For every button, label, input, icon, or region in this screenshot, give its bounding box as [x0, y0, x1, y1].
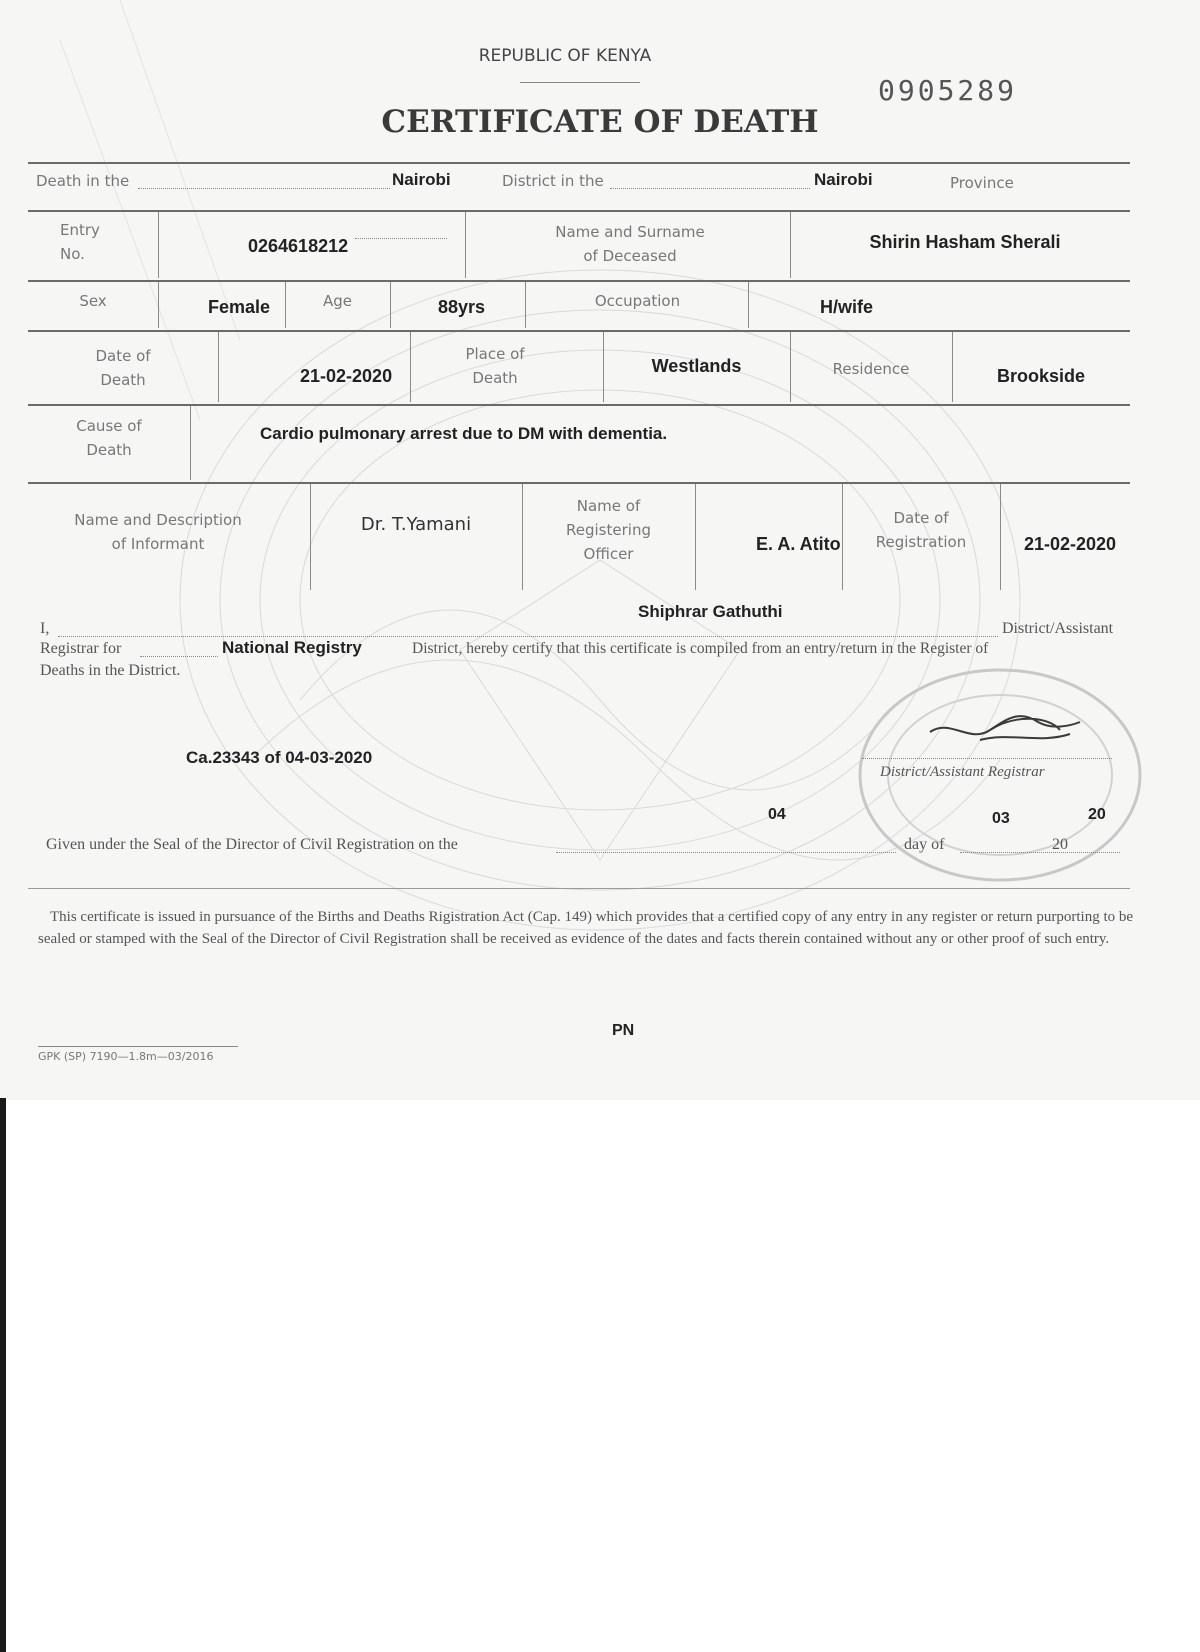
- rule-row3: [28, 330, 1130, 332]
- date-of-registration-label: [842, 506, 1000, 554]
- entry-dots: [355, 238, 447, 239]
- seal-month-dots: [960, 852, 1120, 853]
- deaths-in-district-label: Deaths in the District.: [40, 662, 181, 679]
- rule-row5: [28, 482, 1130, 484]
- row5-divider-a: [310, 484, 311, 590]
- seal-day-value: 04: [768, 806, 786, 823]
- sex-label: Sex: [79, 292, 107, 310]
- row4-divider: [190, 406, 191, 480]
- rule-row4: [28, 404, 1130, 406]
- death-in-the-label: Death in the: [36, 172, 130, 190]
- cause-of-death-value: Cardio pulmonary arrest due to DM with dementia.: [260, 424, 668, 443]
- age-value: 88yrs: [438, 297, 486, 317]
- district-value: Nairobi: [392, 170, 451, 189]
- seal-year-prefix: 20: [1052, 836, 1068, 853]
- entry-label-line1: Entry: [60, 221, 100, 239]
- district-dots: [138, 188, 390, 189]
- province-dots: [610, 188, 810, 189]
- occupation-label: Occupation: [594, 292, 681, 310]
- rule-footer: [28, 888, 1130, 889]
- district-in-the-label: District in the: [502, 172, 604, 190]
- place-of-death-value: Westlands: [651, 356, 742, 376]
- cause-of-death-label: [28, 414, 190, 462]
- entry-no-label: [60, 218, 100, 266]
- officer-label-line3: Officer: [583, 545, 634, 563]
- pn-mark: PN: [612, 1022, 635, 1039]
- legal-paragraph: This certificate is issued in pursuance of the Births and Deaths Rigistration Act (Cap. 149) which provides that a certified copy of any entry in any register or return purporting to be sealed or stamped with the Seal of the Director of Civil Registration shall be received as evidence of the dates and facts therein contained without any or other proof of such entry.: [38, 909, 1134, 947]
- rule-top: [28, 162, 1130, 164]
- rule-row1: [28, 210, 1130, 212]
- sex-value: Female: [208, 297, 271, 317]
- registrar-name-value: Shiphrar Gathuthi: [638, 602, 783, 621]
- informant-label-line2: of Informant: [111, 535, 205, 553]
- row1-divider-c: [790, 212, 791, 278]
- age-label: Age: [322, 292, 352, 310]
- registrar-name-dots: [58, 636, 998, 637]
- entry-number-value: 0264618212: [248, 236, 349, 256]
- seal-day-dots: [556, 852, 896, 853]
- entry-label-line2: No.: [60, 245, 85, 263]
- name-label-line1: Name and Surname: [555, 223, 705, 241]
- name-surname-label: [495, 220, 765, 268]
- row2-divider-a: [158, 282, 159, 328]
- republic-heading: REPUBLIC OF KENYA: [478, 46, 652, 66]
- certificate-title: CERTIFICATE OF DEATH: [381, 104, 819, 140]
- reg-date-label-line2: Registration: [875, 533, 967, 551]
- date-label-line1: Date of: [95, 347, 151, 365]
- seal-line-text: Given under the Seal of the Director of Civil Registration on the: [46, 836, 458, 853]
- registrar-signature: [920, 700, 1090, 760]
- residence-value: Brookside: [996, 366, 1086, 386]
- header-divider: [520, 82, 640, 83]
- date-of-registration-value: 21-02-2020: [1023, 534, 1117, 554]
- date-of-death-value: 21-02-2020: [300, 366, 393, 386]
- officer-label-line2: Registering: [566, 521, 651, 539]
- place-label-line2: Death: [472, 369, 518, 387]
- serial-number: 0905289: [878, 74, 1018, 107]
- registering-officer-label: [522, 494, 695, 566]
- registry-dots: [140, 656, 218, 657]
- province-value: Nairobi: [814, 170, 873, 189]
- date-of-death-label: [28, 344, 218, 392]
- informant-value: Dr. T.Yamani: [360, 514, 472, 535]
- scan-edge: [0, 1098, 6, 1652]
- occupation-value: H/wife: [820, 297, 874, 317]
- registrar-for-label: Registrar for: [40, 640, 122, 657]
- print-code: GPK (SP) 7190—1.8m—03/2016: [38, 1050, 214, 1063]
- certify-i-label: I,: [40, 620, 50, 637]
- deceased-name-value: Shirin Hasham Sherali: [869, 232, 1061, 252]
- signature-dots: [862, 758, 1112, 759]
- signature-caption: District/Assistant Registrar: [880, 764, 1045, 780]
- place-of-death-label: [410, 342, 580, 390]
- cause-label-line1: Cause of: [76, 417, 142, 435]
- place-label-line1: Place of: [465, 345, 525, 363]
- cause-label-line2: Death: [86, 441, 132, 459]
- seal-year-value: 20: [1088, 806, 1106, 823]
- registering-officer-value: E. A. Atito: [756, 534, 841, 554]
- print-code-rule: [38, 1046, 238, 1047]
- row5-divider-c: [695, 484, 696, 590]
- row1-divider-a: [158, 212, 159, 278]
- district-assistant-label: District/Assistant: [1002, 620, 1114, 637]
- registry-value: National Registry: [222, 638, 362, 657]
- officer-label-line1: Name of: [576, 497, 641, 515]
- informant-label: [28, 508, 288, 556]
- reg-date-label-line1: Date of: [893, 509, 949, 527]
- name-label-line2: of Deceased: [583, 247, 677, 265]
- rule-row2: [28, 280, 1130, 282]
- row3-divider-a: [218, 332, 219, 402]
- seal-month-value: 03: [992, 810, 1010, 827]
- reference-number: Ca.23343 of 04-03-2020: [186, 748, 373, 767]
- informant-label-line1: Name and Description: [74, 511, 242, 529]
- row1-divider-b: [465, 212, 466, 278]
- page-margin: [0, 1100, 1200, 1652]
- date-label-line2: Death: [100, 371, 146, 389]
- province-label: Province: [950, 174, 1014, 192]
- residence-label: Residence: [832, 360, 910, 378]
- seal-day-of-label: day of: [904, 836, 945, 853]
- row2-divider-c: [390, 282, 391, 328]
- certify-text: District, hereby certify that this certificate is compiled from an entry/return in the Register of: [412, 640, 989, 657]
